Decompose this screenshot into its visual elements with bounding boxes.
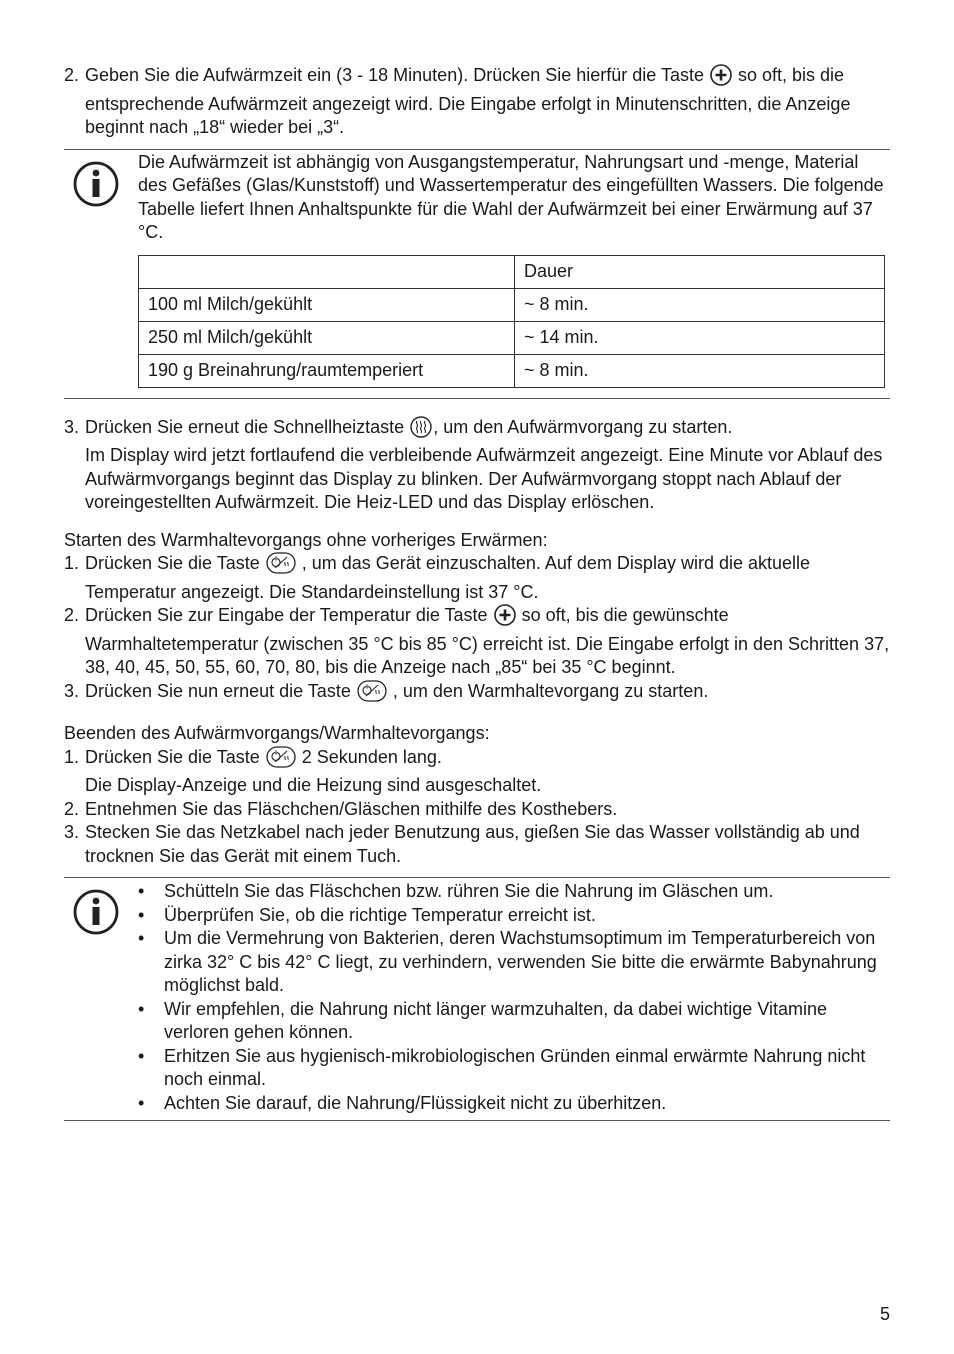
list-item	[138, 880, 890, 904]
step-text	[85, 552, 890, 604]
step-text-part: , um den Aufwärmvorgang zu starten.	[433, 416, 733, 437]
warmhold-step	[64, 552, 890, 604]
step-text-part: Drücken Sie erneut die Schnellheiztaste	[85, 416, 410, 437]
step-text: Entnehmen Sie das Fläschchen/Gläschen mithilfe des Kosthebers.	[85, 798, 618, 819]
step-number: 2.	[64, 65, 80, 85]
warmhold-step	[64, 680, 890, 709]
page-content	[64, 64, 890, 1121]
table-header-cell: Dauer	[515, 255, 885, 288]
table-cell: 100 ml Milch/gekühlt	[139, 288, 515, 321]
section-heading: Beenden des Aufwärmvorgangs/Warmhaltevorgangs:	[64, 723, 490, 743]
table-row	[139, 288, 885, 321]
page-number: 5	[879, 1304, 890, 1324]
power-warm-icon	[357, 680, 387, 709]
step-text-part: Drücken Sie die Taste	[85, 553, 265, 573]
step-text-part: Drücken Sie zur Eingabe der Temperatur die Taste	[85, 605, 493, 625]
step-number: 1.	[64, 746, 80, 767]
step-number: 1.	[64, 553, 80, 573]
step-text-part: , um das Gerät einzuschalten. Auf dem Display wird die aktuelle Temperatur angezeigt. Die Standardeinstellung ist 37 °C.	[85, 553, 811, 602]
power-warm-icon	[266, 746, 296, 775]
step-text: Stecken Sie das Netzkabel nach jeder Benutzung aus, gießen Sie das Wasser vollständig ab und trocknen Sie das Gerät mit einem Tuch.	[85, 822, 860, 866]
table-header-cell	[139, 255, 515, 288]
list-item	[138, 927, 890, 998]
step-number: 3.	[64, 416, 80, 437]
step-2	[64, 64, 890, 140]
step-3	[64, 416, 890, 515]
step-text-part: Drücken Sie nun erneut die Taste	[85, 680, 356, 701]
warmhold-section	[64, 529, 890, 709]
bullet: •	[138, 928, 145, 948]
list-item-text: Schütteln Sie das Fläschchen bzw. rühren Sie die Nahrung im Gläschen um.	[164, 881, 774, 901]
step-number: 3.	[64, 680, 80, 701]
table-cell: ~ 8 min.	[515, 354, 885, 387]
list-item-text: Um die Vermehrung von Bakterien, deren Wachstumsoptimum im Temperaturbereich von zirka 32° C bis 42° C liegt, zu verhindern, verwenden Sie bitte die erwärmte Babynahrung möglichst bald.	[164, 928, 877, 995]
plus-icon	[494, 604, 516, 633]
list-item-text: Wir empfehlen, die Nahrung nicht länger warmzuhalten, da dabei wichtige Vitamine verloren gehen können.	[164, 998, 828, 1042]
table-header-row	[139, 255, 885, 288]
finish-step	[64, 821, 890, 868]
table-row	[139, 354, 885, 387]
step-number: 2.	[64, 605, 80, 625]
finish-section	[64, 722, 890, 868]
finish-step	[64, 798, 890, 822]
list-item	[138, 998, 890, 1045]
step-text-part: , um den Warmhaltevorgang zu starten.	[387, 680, 709, 701]
list-item-text: Achten Sie darauf, die Nahrung/Flüssigkeit nicht zu überhitzen.	[164, 1092, 667, 1113]
table-row	[139, 321, 885, 354]
list-item-text: Erhitzen Sie aus hygienisch-mikrobiologischen Gründen einmal erwärmte Nahrung nicht noch einmal.	[164, 1045, 866, 1089]
list-item-text: Überprüfen Sie, ob die richtige Temperatur erreicht ist.	[164, 904, 596, 925]
tips-list	[138, 880, 890, 1115]
bullet: •	[138, 881, 145, 901]
bullet: •	[138, 1092, 145, 1113]
step-text-part: Drücken Sie die Taste	[85, 746, 265, 767]
table-cell: ~ 8 min.	[515, 288, 885, 321]
bullet: •	[138, 904, 145, 925]
list-item	[138, 1045, 890, 1092]
info-icon	[72, 888, 120, 936]
step-text	[85, 64, 890, 140]
step-text-part: Geben Sie die Aufwärmzeit ein (3 - 18 Minuten). Drücken Sie hierfür die Taste	[85, 65, 709, 85]
quick-heat-icon	[410, 416, 432, 445]
step-text-part: so oft, bis die gewünschte Warmhaltetemperatur (zwischen 35 °C bis 85 °C) erreicht ist. Die Eingabe erfolgt in den Schritten 37, 38, 40, 45, 50, 55, 60, 70, 80, bis die Anzeige nach „85“ bei 35 °C beginnt.	[85, 605, 890, 677]
power-warm-icon	[266, 552, 296, 581]
step-number: 3.	[64, 822, 80, 842]
info-box	[64, 877, 890, 1121]
list-item	[138, 1092, 890, 1116]
step-text	[85, 416, 890, 515]
step-text-part: 2 Sekunden lang.	[296, 746, 442, 767]
info-box	[64, 149, 890, 399]
bullet: •	[138, 1045, 145, 1066]
info-text: Die Aufwärmzeit ist abhängig von Ausgangstemperatur, Nahrungsart und -menge, Material des Gefäßes (Glas/Kunststoff) und Wassertemperatur des eingefüllten Wassers. Die folgende Tabelle liefert Ihnen Anhaltspunkte für die Wahl der Aufwärmzeit bei einer Erwärmung auf 37 °C.	[138, 151, 884, 242]
step-text-part: so oft, bis die entsprechende Aufwärmzeit angezeigt wird. Die Eingabe erfolgt in Minutenschritten, die Anzeige beginnt nach „18“ wieder bei „3“.	[85, 65, 851, 137]
table-cell: ~ 14 min.	[515, 321, 885, 354]
warmup-table	[138, 255, 885, 388]
info-icon	[72, 160, 120, 208]
step-text	[85, 746, 890, 798]
table-cell: 190 g Breinahrung/raumtemperiert	[139, 354, 515, 387]
warmhold-step	[64, 604, 890, 680]
step-text-part: Die Display-Anzeige und die Heizung sind ausgeschaltet.	[85, 775, 542, 795]
plus-icon	[710, 64, 732, 93]
section-heading: Starten des Warmhaltevorgangs ohne vorheriges Erwärmen:	[64, 529, 548, 550]
step-number: 2.	[64, 798, 80, 819]
list-item	[138, 904, 890, 928]
table-cell: 250 ml Milch/gekühlt	[139, 321, 515, 354]
step-text	[85, 680, 890, 709]
step-text	[85, 604, 890, 680]
finish-step	[64, 746, 890, 798]
bullet: •	[138, 998, 145, 1019]
step-text-part: Im Display wird jetzt fortlaufend die verbleibende Aufwärmzeit angezeigt. Eine Minute vor Ablauf des Aufwärmvorgangs beginnt das Display zu blinken. Der Aufwärmvorgang stoppt nach Ablauf der voreingestellten Aufwärmzeit. Die Heiz-LED und das Display erlöschen.	[85, 445, 883, 512]
